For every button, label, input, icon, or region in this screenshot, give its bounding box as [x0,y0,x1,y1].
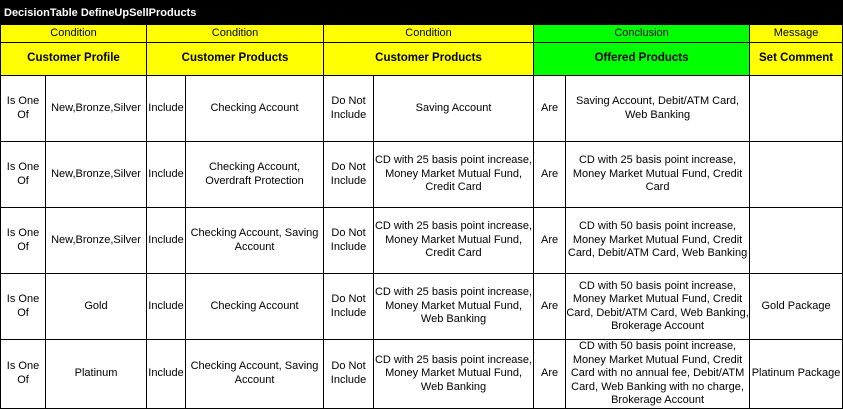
table-cell: CD with 25 basis point increase, Money Market Mutual Fund, Credit Card [566,142,750,208]
table-cell: Gold Package [750,274,843,340]
table-cell: CD with 25 basis point increase, Money Market Mutual Fund, Web Banking [374,274,534,340]
table-cell: CD with 25 basis point increase, Money Market Mutual Fund, Credit Card [374,142,534,208]
table-cell: CD with 25 basis point increase, Money Market Mutual Fund, Credit Card [374,208,534,274]
operator-cell: Do Not Include [324,340,374,409]
column-header: Offered Products [534,43,750,76]
table-row [1,274,843,340]
operator-cell: Do Not Include [324,274,374,340]
operator-cell: Are [534,76,566,142]
table-title: DecisionTable DefineUpSellProducts [0,0,843,24]
category-row [1,25,843,43]
operator-cell: Do Not Include [324,76,374,142]
operator-cell: Is One Of [1,142,46,208]
operator-cell: Are [534,340,566,409]
table-cell: Gold [46,274,147,340]
table-cell: CD with 25 basis point increase, Money Market Mutual Fund, Web Banking [374,340,534,409]
table-cell: New,Bronze,Silver [46,208,147,274]
operator-cell: Include [147,274,186,340]
table-row [1,340,843,409]
table-cell: Checking Account, Saving Account [186,208,324,274]
operator-cell: Is One Of [1,340,46,409]
table-row [1,76,843,142]
table-cell: Platinum [46,340,147,409]
column-header: Customer Profile [1,43,147,76]
column-header: Customer Products [147,43,324,76]
table-cell: Saving Account [374,76,534,142]
table-cell: Saving Account, Debit/ATM Card, Web Banking [566,76,750,142]
table-cell: Platinum Package [750,340,843,409]
table-cell: CD with 50 basis point increase, Money Market Mutual Fund, Credit Card, Debit/ATM Card, Web Banking, Brokerage Account [566,274,750,340]
operator-cell: Do Not Include [324,142,374,208]
operator-cell: Is One Of [1,208,46,274]
operator-cell: Include [147,76,186,142]
table-cell: CD with 50 basis point increase, Money Market Mutual Fund, Credit Card, Debit/ATM Card, Web Banking [566,208,750,274]
operator-cell: Are [534,274,566,340]
table-cell: New,Bronze,Silver [46,142,147,208]
header-row [1,43,843,76]
table-cell [750,142,843,208]
table-cell [750,76,843,142]
category-cell: Condition [147,25,324,43]
column-header: Set Comment [750,43,843,76]
operator-cell: Do Not Include [324,208,374,274]
table-cell: Checking Account [186,274,324,340]
operator-cell: Include [147,142,186,208]
table-cell [750,208,843,274]
column-header: Customer Products [324,43,534,76]
table-row [1,142,843,208]
operator-cell: Is One Of [1,76,46,142]
table-row [1,208,843,274]
category-cell: Condition [1,25,147,43]
operator-cell: Are [534,208,566,274]
table-cell: CD with 50 basis point increase, Money Market Mutual Fund, Credit Card with no annual fee, Debit/ATM Card, Web Banking with no charge, Brokerage Account [566,340,750,409]
decision-table [0,24,843,409]
table-cell: Checking Account, Overdraft Protection [186,142,324,208]
category-cell: Condition [324,25,534,43]
operator-cell: Is One Of [1,274,46,340]
operator-cell: Include [147,208,186,274]
operator-cell: Are [534,142,566,208]
table-cell: Checking Account [186,76,324,142]
operator-cell: Include [147,340,186,409]
table-cell: Checking Account, Saving Account [186,340,324,409]
category-cell: Conclusion [534,25,750,43]
table-cell: New,Bronze,Silver [46,76,147,142]
category-cell: Message [750,25,843,43]
